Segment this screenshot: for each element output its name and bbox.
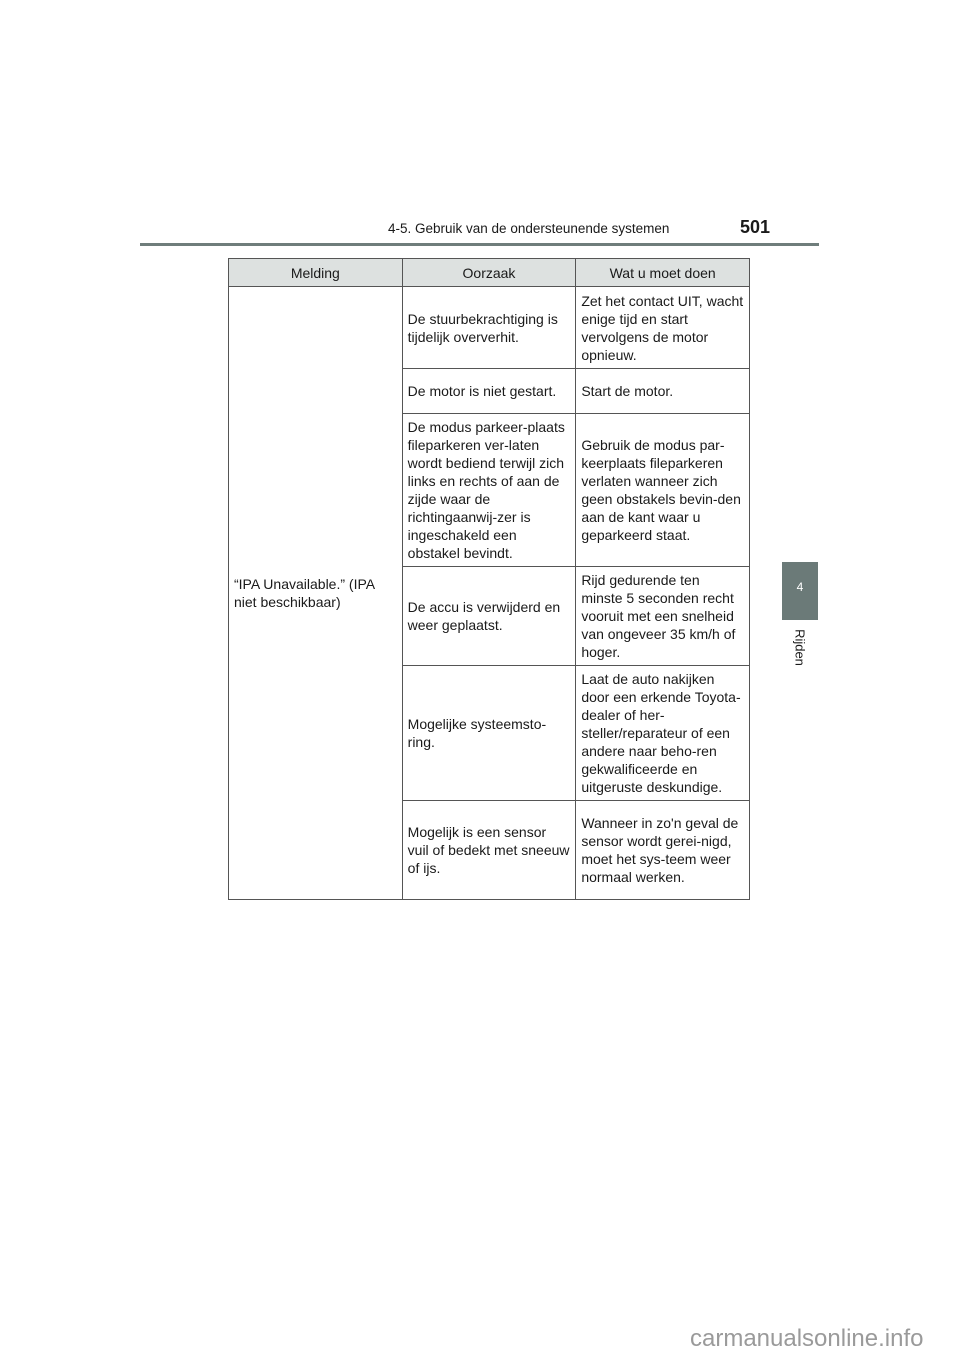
melding-cell: “IPA Unavailable.” (IPA niet beschikbaar) — [229, 287, 403, 900]
action-cell: Gebruik de modus par-keerplaats fileparkeren verlaten wanneer zich geen obstakels bevin-den aan de kant waar u geparkeerd staat. — [576, 414, 750, 567]
cause-cell: Mogelijke systeemsto-ring. — [402, 666, 576, 801]
chapter-label: Rijden — [792, 629, 808, 666]
watermark: carmanualsonline.info — [690, 1325, 924, 1352]
table-header-row — [229, 259, 750, 287]
action-cell: Zet het contact UIT, wacht enige tijd en start vervolgens de motor opnieuw. — [576, 287, 750, 369]
chapter-tab: 4 — [782, 562, 818, 620]
column-header: Wat u moet doen — [576, 259, 750, 287]
action-cell: Laat de auto nakijken door een erkende Toyota-dealer of her-steller/reparateur of een andere naar beho-ren gekwalificeerde en uitgeruste deskundige. — [576, 666, 750, 801]
page-number: 501 — [740, 217, 771, 237]
cause-cell: Mogelijk is een sensor vuil of bedekt met sneeuw of ijs. — [402, 801, 576, 900]
column-header: Oorzaak — [402, 259, 576, 287]
column-header: Melding — [229, 259, 403, 287]
header-divider — [140, 243, 819, 246]
cause-cell: De accu is verwijderd en weer geplaatst. — [402, 567, 576, 666]
action-cell: Start de motor. — [576, 369, 750, 414]
cause-cell: De modus parkeer-plaats fileparkeren ver-laten wordt bediend terwijl zich links en rechts of aan de zijde waar de richtingaanwij-zer is ingeschakeld een obstakel bevindt. — [402, 414, 576, 567]
cause-cell: De stuurbekrachtiging is tijdelijk oververhit. — [402, 287, 576, 369]
cause-cell: De motor is niet gestart. — [402, 369, 576, 414]
message-table — [228, 258, 750, 900]
table-row — [229, 287, 750, 369]
action-cell: Wanneer in zo'n geval de sensor wordt gerei-nigd, moet het sys-teem weer normaal werken. — [576, 801, 750, 900]
action-cell: Rijd gedurende ten minste 5 seconden recht vooruit met een snelheid van ongeveer 35 km/h of hoger. — [576, 567, 750, 666]
section-title: 4-5. Gebruik van de ondersteunende systemen — [388, 221, 670, 236]
